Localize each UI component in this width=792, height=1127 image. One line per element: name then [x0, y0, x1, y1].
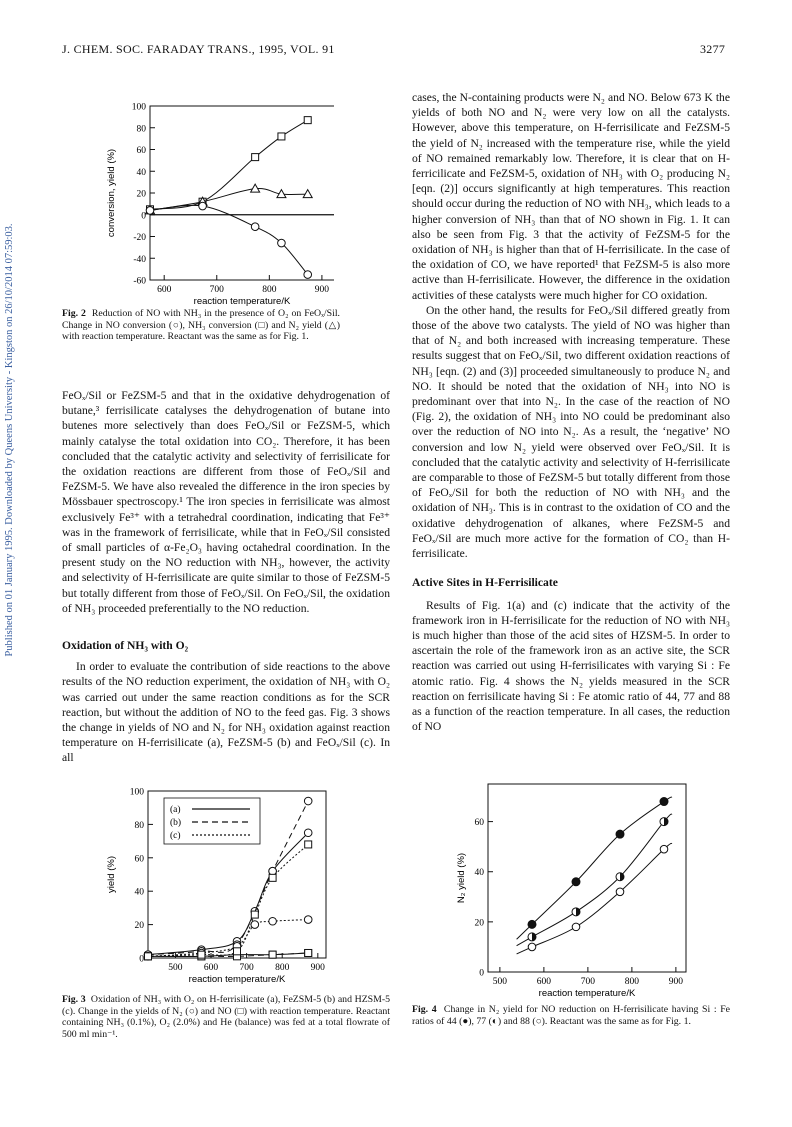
- y-axis-label: yield (%): [106, 856, 117, 893]
- y-tick-label: 80: [134, 820, 144, 831]
- data-point-circle: [251, 223, 259, 231]
- data-point-half: [616, 873, 624, 881]
- x-tick-label: 700: [239, 963, 254, 973]
- left-para-2: In order to evaluate the contribution of side reactions to the above results of the NO reduction experiment, the oxidation of NH₃ with O₂ was carried out under the same reaction conditions as for the SCR reaction, but without the addition of NO to the feed gas. Fig. 3 shows the change in yields of NO and N₂ for NH₃ oxidation against reaction temperature on H-ferrisilicate (a), FeZSM-5 (b) and FeOₓ/Sil (c). In all: [62, 660, 390, 765]
- x-tick-label: 700: [580, 977, 596, 987]
- y-axis-label: N₂ yield (%): [456, 852, 467, 904]
- x-tick-label: 800: [624, 977, 640, 987]
- data-point-circle: [251, 921, 259, 929]
- fig2-chart: [100, 98, 340, 310]
- data-point-circle: [304, 271, 312, 279]
- y-tick-label: 40: [474, 868, 484, 879]
- y-axis-label: conversion, yield (%): [106, 148, 117, 238]
- y-tick-label: 0: [141, 211, 146, 222]
- x-tick-label: 500: [168, 963, 183, 973]
- section-heading-oxidation: Oxidation of NH₃ with O₂: [62, 639, 189, 653]
- fig3-caption-label: Fig. 3: [62, 994, 86, 1005]
- y-tick-label: -20: [133, 233, 146, 243]
- data-point-filled: [572, 878, 580, 886]
- x-tick-label: 600: [203, 963, 219, 973]
- y-tick-label: 100: [131, 102, 146, 113]
- y-tick-label: 60: [474, 818, 484, 829]
- data-point-open: [572, 923, 580, 931]
- x-tick-label: 900: [668, 977, 684, 987]
- data-point-circle: [199, 202, 207, 210]
- fig4-caption-label: Fig. 4: [412, 1004, 437, 1015]
- section-heading-active-sites: Active Sites in H-Ferrisilicate: [412, 576, 558, 590]
- data-point-square: [305, 841, 312, 848]
- y-tick-label: 20: [474, 918, 484, 929]
- x-tick-label: 800: [275, 963, 290, 973]
- data-point-circle: [304, 797, 312, 805]
- y-tick-label: -60: [133, 276, 146, 287]
- running-header: J. CHEM. SOC. FARADAY TRANS., 1995, VOL. 91: [62, 42, 335, 56]
- x-tick-label: 600: [157, 285, 172, 295]
- data-point-open: [660, 845, 668, 853]
- data-point-square: [252, 154, 259, 161]
- data-point-open: [528, 943, 536, 951]
- data-point-circle: [278, 239, 286, 247]
- right-para-1: cases, the N-containing products were N₂ and NO. Below 673 K the yields of both NO and N₂ were very low on all the catalysts. However, above this temperature, on H-ferrisilicate and FeZSM-5 the yield of N₂ increased with the temperature rise, while the yield of NO remained remarkably low. Therefore, it is clear that on H-ferricilicate and FeZSM-5, oxidation of NH₃ with O₂ producing N₂ [eqn. (2)] occurs significantly at high temperatures. This reaction should occur during the reduction of NO with NH₃, which leads to a higher conversion of NH₃ than that of NO shown in Fig. 1. It can also be seen from Fig. 3 that the activity of FeZSM-5 for the oxidation of NH₃ is higher than that of H-ferrisilicate. In the case of the oxidation of CO, we have reported¹ that FeZSM-5 is also more active than H-ferrisilicate. However, the difference in the oxidation activities of these catalysts were much higher for CO oxidation.: [412, 91, 730, 302]
- x-tick-label: 500: [492, 977, 508, 987]
- legend-label: (c): [170, 831, 181, 841]
- data-point-circle: [269, 867, 277, 875]
- series-line-square: [148, 844, 308, 956]
- x-axis-label: reaction temperature/K: [538, 988, 636, 999]
- data-point-circle: [146, 207, 154, 215]
- download-watermark: [2, 180, 18, 700]
- data-point-square: [145, 953, 152, 960]
- data-point-circle: [304, 829, 312, 837]
- data-point-square: [305, 949, 312, 956]
- right-para-2: On the other hand, the results for FeOₓ/Sil differed greatly from those of the above two catalysts. The yield of NO was higher than that of N₂ and both increased with increasing temperature. These results suggest that on FeOₓ/Sil, two different oxidation reactions of NH₃ [eqn. (2) and (3)] proceeded simultaneously to produce N₂ and NO. It should be noted that the oxidation of NH₃ into NO is predominant over that into N₂. In the case of the reaction of NO (Fig. 2), the oxidation of NH₃ into NO could be predominant also over the reduction of NO into N₂. As a result, the ‘negative’ NO conversion and low N₂ yield were observed over FeOₓ/Sil. It is concluded that the catalytic activity and selectivity of H-ferrisilicate are comparable to those of FeZSM-5 but totally different from those of FeOₓ/Sil for both the reduction of NO with NH₃ and the oxidation of NH₃. This is in contrast to the oxidation of CO and the oxidative dehydrogenation of alkanes, where FeZSM-5 and FeOₓ/Sil are much more active for the formation of CO₂ than H-ferrisilicate.: [412, 303, 730, 561]
- fig3-caption-text: Oxidation of NH₃ with O₂ on H-ferrisilicate (a), FeZSM-5 (b) and HZSM-5 (c). Change in the yields of N₂ (○) and NO (□) with reaction temperature. Reactant containing NH₃ (0.1%), O₂ (2.0%) and He (balance) was fed at a total flowrate of 500 ml min⁻¹.: [62, 994, 390, 1040]
- legend-label: (a): [170, 805, 181, 815]
- fig4-caption: [412, 1004, 730, 1027]
- fig3-caption: [62, 994, 390, 1040]
- fig3-chart: [100, 783, 360, 991]
- fig4-chart: [450, 770, 700, 1002]
- y-tick-label: 80: [136, 124, 146, 135]
- x-tick-label: 900: [310, 963, 325, 973]
- x-axis-label: reaction temperature/K: [193, 296, 291, 307]
- x-tick-label: 900: [314, 285, 330, 295]
- x-tick-label: 600: [536, 977, 552, 987]
- data-point-half: [528, 933, 536, 941]
- data-point-square: [278, 133, 285, 140]
- y-tick-label: 0: [479, 968, 484, 979]
- data-point-half: [660, 818, 668, 826]
- left-para-1: FeOₓ/Sil or FeZSM-5 and that in the oxidative dehydrogenation of butane,³ ferrisilicate catalyses the dehydrogenation of butane into butenes more selectively than does FeOₓ/Sil or FeZSM-5, which mainly catalyse the total oxidation into CO₂. Therefore, it has been concluded that the catalytic activity and selectivity of ferrisilicate for the oxidation reactions are different from those of FeOₓ/Sil and FeZSM-5. We have also revealed the difference in the iron species by Mössbauer spectroscopy.¹ The iron species in ferrisilicate was almost exclusively Fe³⁺ with a tetrahedral coordination, indicating that Fe³⁺ was in the framework of ferrisilicate, while that in FeOₓ/Sil consisted of small particles of α-Fe₂O₃ having octahedral coordination. In the present study on the NO reduction with NH₃, however, the activity and selectivity of H-ferrisilicate are quite similar to those of FeZSM-5 but totally different from those of FeOₓ/Sil. On FeOₓ/Sil, the oxidation of NH₃ proceeded preferentially to the NO reduction.: [62, 389, 390, 615]
- data-point-circle: [269, 917, 277, 925]
- x-tick-label: 700: [209, 285, 224, 295]
- data-point-square: [234, 948, 241, 955]
- y-tick-label: 60: [136, 146, 146, 156]
- fig2-caption-text: Reduction of NO with NH₃ in the presence of O₂ on FeOₓ/Sil. Change in NO conversion (○), NH₃ conversion (□) and N₂ yield (△) with reaction temperature. Reactant was the same as for Fig. 1.: [62, 308, 341, 343]
- right-para-3: Results of Fig. 1(a) and (c) indicate that the activity of the framework iron in H-ferrisilicate for the reduction of NO with NH₃ is much higher than those of the acid sites of HZSM-5. In order to ascertain the role of the framework iron as an active site, the SCR reaction was carried out using H-ferrisilicates with varying Si : Fe atomic ratio. Fig. 4 shows the N₂ yields measured in the SCR reaction on ferrisilicate having Si : Fe atomic ratio of 44, 77 and 88 as a function of the reaction temperature. In all cases, the reduction of NO: [412, 598, 730, 734]
- y-tick-label: 0: [139, 954, 144, 965]
- fig4-caption-text: Change in N₂ yield for NO reduction on H-ferrisilicate having Si : Fe ratios of 44 (●), 77 (◐) and 88 (○). Reactant was the same as for Fig. 1.: [412, 1004, 730, 1027]
- plot-frame: [488, 784, 686, 972]
- fig2-caption: [62, 308, 340, 343]
- x-axis-label: reaction temperature/K: [188, 974, 286, 985]
- data-point-triangle: [303, 190, 312, 198]
- series-line-circle: [148, 833, 308, 955]
- data-point-square: [269, 874, 276, 881]
- data-point-circle: [304, 916, 312, 924]
- data-point-half: [572, 908, 580, 916]
- watermark-text: Published on 01 January 1995. Downloaded by Queens University - Kingston on 26/10/2014 07:59:03.: [4, 223, 15, 657]
- y-tick-label: 60: [134, 854, 144, 865]
- data-point-filled: [616, 830, 624, 838]
- data-point-filled: [660, 798, 668, 806]
- series-line-half: [517, 814, 672, 946]
- data-point-open: [616, 888, 624, 896]
- data-point-square: [304, 117, 311, 124]
- y-tick-label: 40: [136, 167, 146, 178]
- series-line-filled: [517, 797, 672, 939]
- right-column: [412, 90, 730, 734]
- y-tick-label: -40: [133, 254, 146, 265]
- page-number: 3277: [700, 42, 726, 56]
- data-point-square: [251, 911, 258, 918]
- data-point-square: [269, 951, 276, 958]
- y-tick-label: 20: [134, 921, 144, 932]
- left-column: [62, 388, 390, 766]
- y-tick-label: 40: [134, 887, 144, 898]
- data-point-square: [198, 951, 205, 958]
- y-tick-label: 100: [129, 787, 144, 798]
- y-tick-label: 20: [136, 189, 146, 200]
- fig2-caption-label: Fig. 2: [62, 308, 86, 319]
- x-tick-label: 800: [262, 285, 277, 295]
- data-point-filled: [528, 920, 536, 928]
- legend-label: (b): [170, 818, 182, 828]
